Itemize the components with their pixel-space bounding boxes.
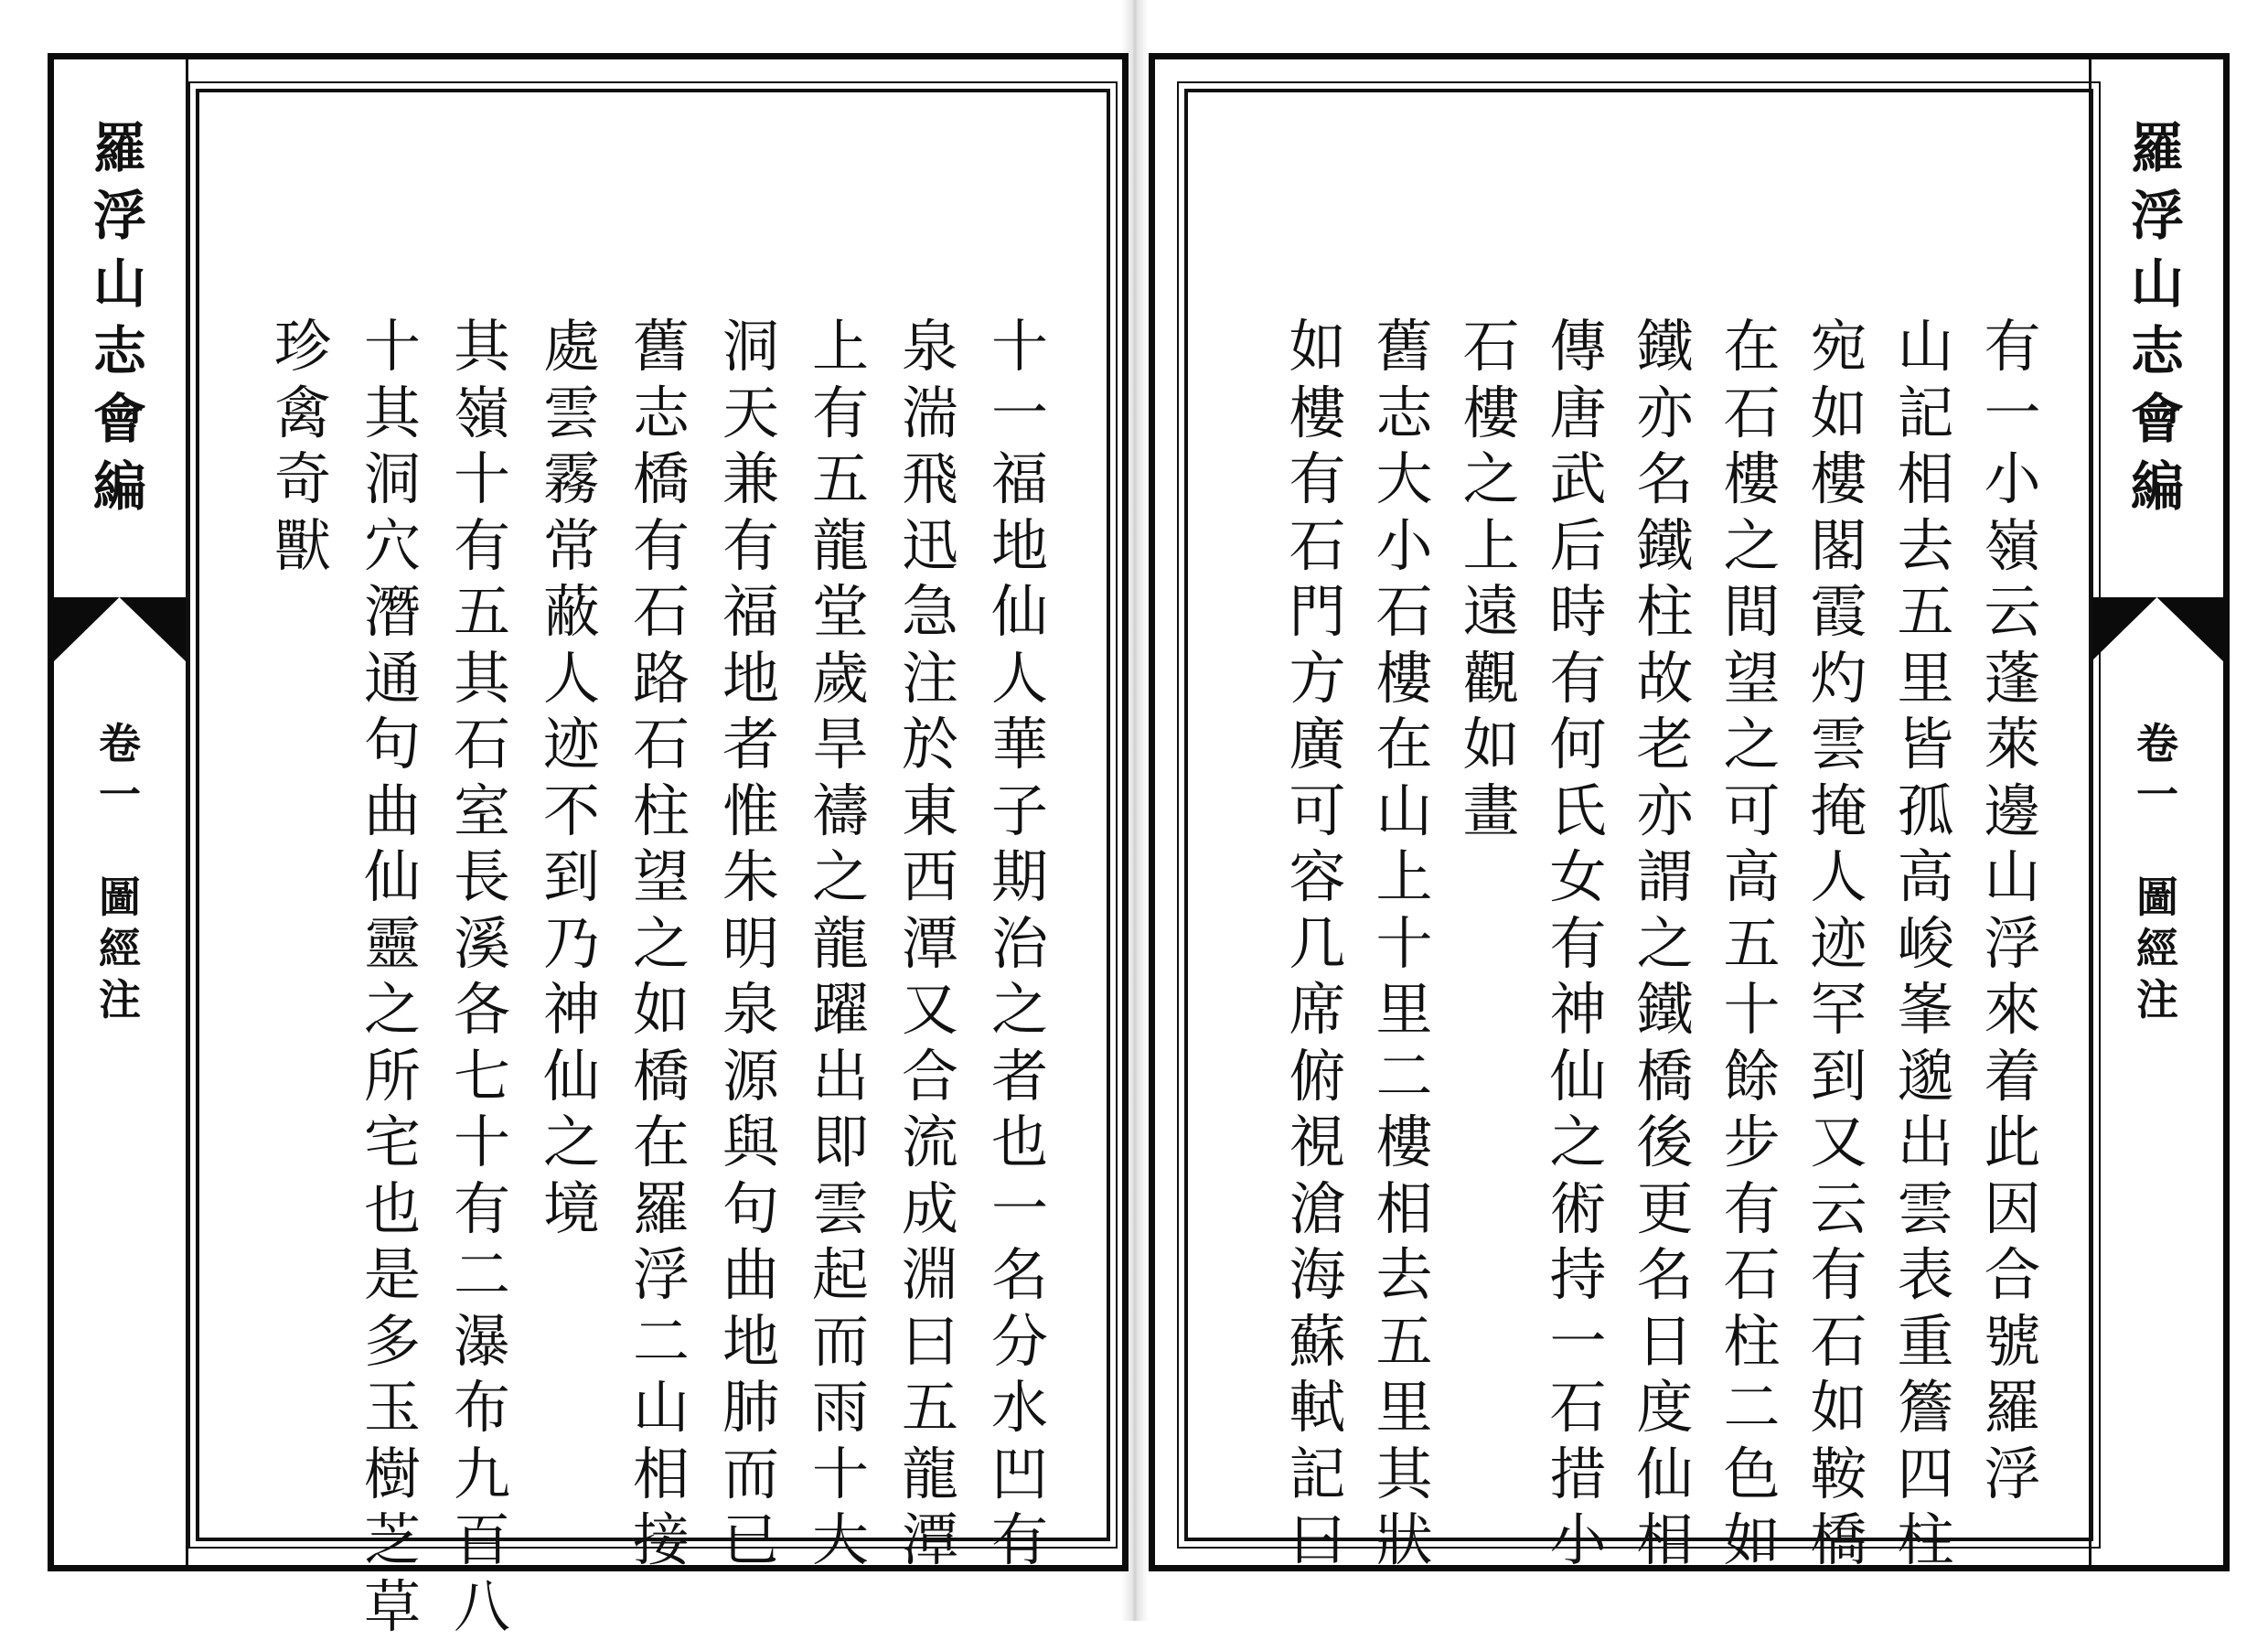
text-column: 山 記 相 去 五 里 皆 孤 高 峻 峯 邈 出 雲 表 重 簷 四 柱: [1897, 313, 1954, 1573]
text-column: 十 一 福 地 仙 人 華 子 期 治 之 者 也 一 名 分 水 凹 有: [990, 313, 1048, 1573]
text-column: 在 石 樓 之 間 望 之 可 高 五 十 餘 步 有 石 柱 二 色 如: [1723, 313, 1781, 1573]
text-column: 如 樓 有 石 門 方 廣 可 容 几 席 俯 視 滄 海 蘇 軾 記 曰: [1289, 313, 1346, 1573]
book-title: 羅 浮 山 志 會 編: [2130, 117, 2184, 518]
chapter-heading: [2091, 718, 2223, 1025]
fishtail-mark-icon: [2091, 597, 2223, 661]
text-column: 舊 志 橋 有 石 路 石 柱 望 之 如 橋 在 羅 浮 二 山 相 接: [632, 313, 690, 1573]
left-page: [48, 53, 1129, 1640]
section-label: 圖 經 注: [2136, 873, 2178, 1024]
text-column: 洞 天 兼 有 福 地 者 惟 朱 明 泉 源 與 句 曲 地 肺 而 已: [722, 313, 779, 1573]
right-text-columns: [1274, 313, 2056, 1573]
chapter-heading: [54, 718, 186, 1025]
text-column: 其 嶺 十 有 五 其 石 室 長 溪 各 七 十 有 二 瀑 布 九 百 八: [453, 313, 510, 1640]
book-title: 羅 浮 山 志 會 編: [92, 117, 146, 518]
text-column: 有 一 小 嶺 云 蓬 萊 邊 山 浮 來 着 此 因 合 號 羅 浮: [1984, 313, 2041, 1507]
text-column: 傳 唐 武 后 時 有 何 氏 女 有 神 仙 之 術 持 一 石 措 小: [1549, 313, 1607, 1573]
text-column: 石 樓 之 上 遠 觀 如 畫: [1462, 313, 1520, 844]
text-column: 鐵 亦 名 鐵 柱 故 老 亦 謂 之 鐵 橋 後 更 名 日 度 仙 相: [1636, 313, 1694, 1573]
text-column: 宛 如 樓 閣 霞 灼 雲 掩 人 迹 罕 到 又 云 有 石 如 鞍 橋: [1810, 313, 1867, 1573]
chapter-label: 卷 一: [99, 719, 141, 820]
text-column: 泉 湍 飛 迅 急 注 於 東 西 潭 又 合 流 成 淵 曰 五 龍 潭: [901, 313, 958, 1573]
fishtail-mark-icon: [54, 597, 186, 661]
text-column: 珍 禽 奇 獸: [273, 313, 331, 579]
chapter-label: 卷 一: [2136, 719, 2178, 820]
text-column: 上 有 五 龍 堂 歲 旱 禱 之 龍 躍 出 即 雲 起 而 雨 十 大: [811, 313, 869, 1573]
text-column: 舊 志 大 小 石 樓 在 山 上 十 里 二 樓 相 去 五 里 其 狀: [1375, 313, 1433, 1573]
right-page: [1149, 53, 2230, 1571]
text-column: 處 雲 霧 常 蔽 人 迹 不 到 乃 神 仙 之 境: [542, 313, 600, 1242]
left-margin-column: [54, 59, 188, 1565]
text-column: 十 其 洞 穴 潛 通 句 曲 仙 靈 之 所 宅 也 是 多 玉 樹 芝 草: [363, 313, 421, 1640]
right-margin-column: [2089, 59, 2223, 1565]
left-text-columns: [255, 313, 1064, 1640]
section-label: 圖 經 注: [99, 873, 141, 1024]
